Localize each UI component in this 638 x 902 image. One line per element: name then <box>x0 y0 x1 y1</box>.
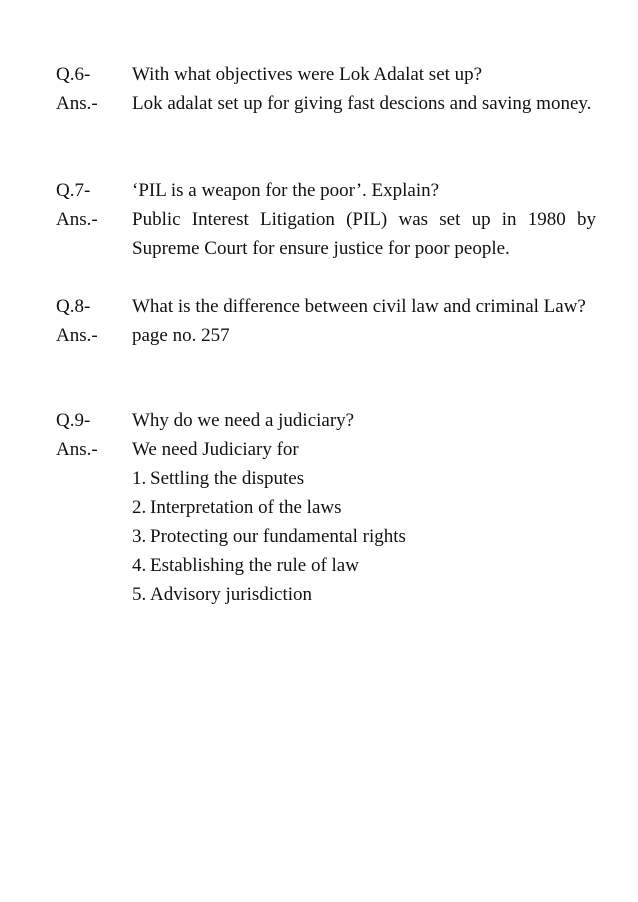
list-item-text: Establishing the rule of law <box>150 555 359 576</box>
question-label: Q.8- <box>56 296 91 317</box>
question-row <box>56 406 596 435</box>
answer-text: Public Interest Litigation (PIL) was set up in 1980 by Supreme Court for ensure justice for poor people. <box>132 209 596 259</box>
question-text: Why do we need a judiciary? <box>132 410 355 431</box>
answer-label: Ans.- <box>56 439 98 460</box>
answer-text: page no. 257 <box>132 325 230 346</box>
question-label: Q.7- <box>56 180 91 201</box>
question-label: Q.6- <box>56 64 91 85</box>
qa-block-9 <box>56 406 596 609</box>
list-item <box>132 464 596 493</box>
answer-row <box>56 321 596 350</box>
answer-text: We need Judiciary for <box>132 439 299 460</box>
list-item-number: 4. <box>132 555 147 576</box>
answer-label: Ans.- <box>56 209 98 230</box>
qa-block-8 <box>56 292 596 350</box>
list-item-text: Protecting our fundamental rights <box>150 526 406 547</box>
list-item-text: Advisory jurisdiction <box>150 584 313 605</box>
question-row <box>56 176 596 205</box>
list-item <box>132 493 596 522</box>
answer-row <box>56 435 596 609</box>
list-item-text: Interpretation of the laws <box>150 497 342 518</box>
question-row <box>56 292 596 321</box>
answer-list <box>132 464 596 609</box>
answer-body <box>132 435 596 609</box>
list-item-text: Settling the disputes <box>150 468 305 489</box>
question-text: ‘PIL is a weapon for the poor’. Explain? <box>132 180 440 201</box>
answer-row <box>56 205 596 263</box>
answer-text: Lok adalat set up for giving fast descions and saving money. <box>132 93 592 114</box>
answer-row <box>56 89 596 118</box>
answer-label: Ans.- <box>56 93 98 114</box>
question-text: What is the difference between civil law and criminal Law? <box>132 296 586 317</box>
qa-block-7 <box>56 176 596 263</box>
question-row <box>56 60 596 89</box>
qa-block-6 <box>56 60 596 118</box>
list-item-number: 2. <box>132 497 147 518</box>
list-item-number: 5. <box>132 584 147 605</box>
list-item <box>132 522 596 551</box>
question-label: Q.9- <box>56 410 91 431</box>
list-item <box>132 580 596 609</box>
answer-label: Ans.- <box>56 325 98 346</box>
list-item <box>132 551 596 580</box>
question-text: With what objectives were Lok Adalat set up? <box>132 64 483 85</box>
list-item-number: 3. <box>132 526 147 547</box>
list-item-number: 1. <box>132 468 147 489</box>
